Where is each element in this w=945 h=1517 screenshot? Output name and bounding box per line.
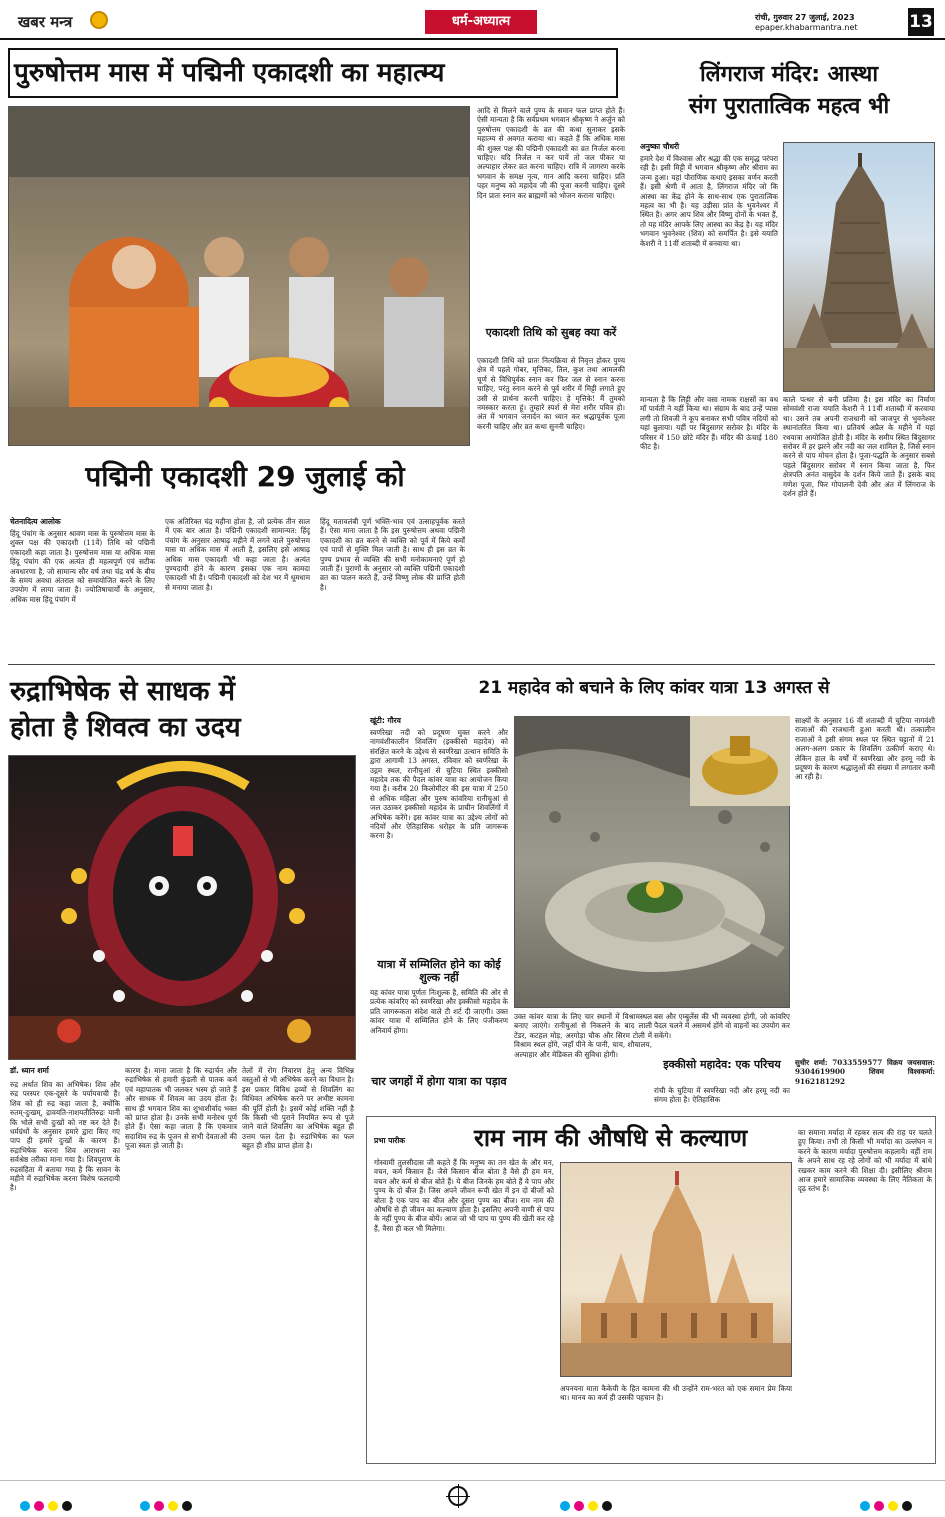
- divider-top: [8, 664, 935, 665]
- story5-col3: का समाना मर्यादा में रहकर सत्य की राह पर चलते हुए किया। तभी तो किसी भी मर्यादा का उल्लंघन न करने के कारण मर्यादा पुरुषोत्तम कहलाये। वहीं राम के अपने साथ रह रहे लोगों को भी मर्यादा में बांधे रखकर काम करने की शिक्षा दी। इसीलिए श्रीराम आज हमारे सामाजिक व्यवस्था के लिए नैतिकता के दृढ़ स्तंभ हैं।: [798, 1128, 932, 1194]
- story4-subhead3: इक्कीसो महादेव: एक परिचय: [663, 1058, 781, 1071]
- story3-byline: डॉ. ध्यान शर्मा: [10, 1066, 49, 1075]
- story5-ram-mandir-photo: [560, 1162, 792, 1377]
- dateline: रांची, गुरुवार 27 जुलाई, 2023: [755, 13, 855, 22]
- masthead: [0, 0, 945, 40]
- story2-col2: काले पत्थर से बनी प्रतिमा है। इस मंदिर का निर्माण सोमवंशी राजा ययाति केशरी ने 11वीं शताब्दी में करवाया था। उसने तब अपनी राजधानी को जाजपुर से भुवनेश्वर स्थानांतरित किया था। प्रतिवर्ष अप्रैल के महीने में यहां रथयात्रा आयोजित होती है। मंदिर के समीप स्थित बिंदुसागर सरोवर में हर झरने और नदी का जल शामिल है, जिसे स्नान करने से पाप मोचन होता है। पूजा-पद्धति के अनुसार सबसे पहले बिंदुसागर सरोवर में स्नान किया जाता है, फिर क्षेत्रपति अनंत वासुदेव के दर्शन किये जाते हैं। इसके बाद गणेश पूजा, फिर गोपालनी देवी और अंत में लिंगराज के दर्शन होते हैं।: [783, 395, 935, 499]
- color-dot: [560, 1501, 570, 1511]
- story1-subhead: एकादशी तिथि को सुबह क्या करें: [485, 326, 617, 339]
- color-dot: [888, 1501, 898, 1511]
- story4-col4: साक्ष्यों के अनुसार 16 वीं शताब्दी में चुटिया नागवंशी राजाओं की राजधानी हुआ करती थी। तत्कालीन राजाओं ने इसी संगम स्थल पर स्थित चट्टानों में 21 अलग-अलग प्रकार के शिवलिंग उत्कीर्ण कराए थे। लेकिन हाल के वर्षों में स्वर्णरेखा और हरमू नदी के प्रदूषण के कारण श्रद्धालुओं की संख्या में लगातार कमी आ रही है।: [795, 716, 935, 782]
- story2-headline-line1: लिंगराज मंदिर: आस्था: [699, 62, 879, 87]
- story3-col3: तेलों में रोग निवारण हेतु अन्य विभिन्न वस्तुओं से भी अभिषेक करने का विधान है। इस प्रकार विविध द्रव्यों से शिवलिंग का विधिवत अभिषेक करने पर अभीष्ट कामना की पूर्ति होती है। इसमें कोई शक्ति नहीं है कि किसी भी पुराने नियमित रूप से पूजे जाने वाले शिवलिंग का अभिषेक बहुत ही उत्तम फल देता है। रुद्राभिषेक का फल बहुत ही शीघ्र प्राप्त होता है।: [242, 1066, 354, 1151]
- story1-col3: हिंदू मतावलंबी पूर्ण भक्ति-भाव एवं उत्साहपूर्वक करते हैं। ऐसा माना जाता है कि इस पुरुषोत्तम अथवा पद्मिनी एकादशी का व्रत करने से व्यक्ति को पूर्व में किये कर्मों एवं पापों से मुक्ति मिल जाती है। साथ ही इस व्रत के पुण्य प्रभाव से व्यक्ति की सभी मनोकामनाएं पूर्ण हो जाती हैं। पुराणों के अनुसार जो व्यक्ति पद्मिनी एकादशी व्रत का पालन करते हैं, उन्हें विष्णु लोक की प्राप्ति होती है।: [320, 517, 465, 592]
- story2-byline: अनुष्का चौधरी: [640, 142, 680, 151]
- mahakal-shringar-illustration: [9, 756, 356, 1060]
- story2-temple-photo: [783, 142, 935, 392]
- story4-col2: उक्त कांवर यात्रा के लिए चार स्थानों में विश्रामस्थल बनाए जाएंगे। रानीचुआं से निकलने के बाद लाली टेंडर, कटहल मोड़, अरगोड़ा चौक और सिरम टोली में विश्राम स्थल होंगे, जहाँ पीने के पानी, चाय, शौचालय, अल्पाहार और मेडिकल की सुविधा होगी।: [514, 1012, 652, 1059]
- story3-col1: रुद्र अर्थात शिव का अभिषेक। शिव और रुद्र परस्पर एक-दूसरे के पर्यायवाची हैं। शिव को ही रुद्र कहा जाता है, क्योंकि रुतम्-दुःखम्, द्रावयति-नाशयतीतिरुद्रः यानी कि भोले सभी दुःखों को नष्ट कर देते हैं। धर्मग्रंथों के अनुसार हमारे द्वारा किए गए पाप ही हमारे दुःखों के कारण हैं। रुद्राभिषेक करना शिव आराधना का सर्वश्रेष्ठ तरीका माना गया है। शिवपुराण के रुद्रसंहिता में बताया गया है कि सावन के महीने में रुद्राभिषेक करना विशेष फलदायी है।: [10, 1080, 120, 1193]
- puja-scene-illustration: [9, 107, 470, 446]
- footer-bar: [0, 1480, 945, 1517]
- color-dot: [902, 1501, 912, 1511]
- story1-col4: आदि से मिलने वाले पुण्य के समान फल प्राप्त होते हैं। ऐसी मान्यता है कि सर्वप्रथम भगवान श्रीकृष्ण ने अर्जुन को पुरुषोत्तम एकादशी के व्रत की कथा सुनाकर इसके महात्म्य से अवगत कराया था। कहते हैं कि अधिक मास की शुक्ल पक्ष की पद्मिनी एकादशी का व्रत निर्जल करना चाहिए। यदि निर्जल न कर पायें तो जल पीकर या अल्पाहार लेकर व्रत करना चाहिए। रात्रि में जागरण करके भगवान के समक्ष नृत्य, गान आदि करना चाहिए। प्रति पहर मनुष्य को महादेव जी की पूजा करनी चाहिए। दूसरे दिन प्रातः स्नान कर ब्राह्मणों को भोजन कराना चाहिए।: [477, 106, 625, 200]
- ram-temple-illustration: [561, 1163, 792, 1377]
- brand-logo: खबर मन्त्र: [18, 13, 73, 31]
- color-dot: [602, 1501, 612, 1511]
- story4-col3: बस और एम्बुलेंस की भी व्यवस्था होगी, जो कांवरिए पैदल चलने में असमर्थ होंगे वो वाहनों का उपयोग कर सकेंगे।: [654, 1012, 790, 1040]
- story1-byline: चेतनादित्य आलोक: [10, 517, 61, 526]
- story5-byline: प्रभा पारीक: [374, 1136, 406, 1145]
- color-dot: [34, 1501, 44, 1511]
- story4-subhead2: चार जगहों में होगा यात्रा का पड़ाव: [371, 1075, 507, 1088]
- site-url: epaper.khabarmantra.net: [755, 23, 858, 32]
- color-dot: [860, 1501, 870, 1511]
- color-dot: [48, 1501, 58, 1511]
- story4-byline: खूंटी: गौरव: [370, 716, 401, 725]
- story3-headline-line1: रुद्राभिषेक से साधक में: [10, 676, 235, 707]
- story3-col2: कारण है। माना जाता है कि रुद्रार्चन और रुद्राभिषेक से हमारी कुंडली से पातक कर्म एवं महापातक भी जलकर भस्म हो जाते हैं और साधक में शिवत्व का उदय होता है। साथ ही भगवान शिव का शुभाशीर्वाद भक्त को प्राप्त होता है। उनके सभी मनोरथ पूर्ण होते हैं। ऐसा कहा जाता है कि एकमात्र सदाशिव रुद्र के पूजन से सभी देवताओं की पूजा स्वतः हो जाती है।: [125, 1066, 237, 1151]
- story4-subhead1: यात्रा में सम्मिलित होने का कोई शुल्क नहीं: [377, 958, 501, 984]
- color-dot: [20, 1501, 30, 1511]
- story4-col3b: रांची के चुटिया में स्वर्णरेखा नदी और हरमू नदी का संगम होता है। ऐतिहासिक: [654, 1086, 790, 1105]
- crosshair-registration-icon: [448, 1486, 468, 1506]
- story1-col5: एकादशी तिथि को प्रातः नित्यक्रिया से निवृत्त होकर पुण्य क्षेत्र में पहले गोबर, मृत्तिका, तिल, कुश तथा आमलकी चूर्ण से विधिपूर्वक स्नान कर फिर जल से स्नान करना चाहिए, परंतु स्नान करने से पूर्व शरीर में मिट्टी लगाते हुए उसी से प्रार्थना करनी चाहिए। हे मृत्तिके! मैं तुमको नमस्कार करता हूं। तुम्हारे स्पर्श से मेरा शरीर पवित्र हो। अंत में भगवान जनार्दन का ध्यान कर श्रद्धापूर्वक पूजा करनी चाहिए और व्रत कथा सुननी चाहिए।: [477, 356, 625, 431]
- color-dot: [62, 1501, 72, 1511]
- story2-col1: हमारे देश में विश्वास और श्रद्धा की एक समृद्ध परंपरा रही है। इसी मिट्टी में भगवान श्रीकृष्ण और श्रीराम का जन्म हुआ। यहां पौराणिक कथाएं इसका वर्णन करती हैं। इसी श्रेणी में आता है, लिंगराज मंदिर जो कि आस्था का केंद्र होने के साथ-साथ एक पुरातात्विक महत्व का भी है। यह उड़ीसा प्रांत के भुवनेश्वर में स्थित है। अगर आप शिव और विष्णु दोनों के भक्त हैं, तो यह मंदिर आपके लिए आस्था का केंद्र है। यह मंदिर भगवान भुवनेश्वर (शिव) को समर्पित है। इसे ययाति केशरी ने 11वीं शताब्दी में बनवाया था।: [640, 154, 778, 248]
- story3-shivling-photo: [8, 755, 356, 1060]
- color-dot: [574, 1501, 584, 1511]
- story1-headline: पुरुषोत्तम मास में पद्मिनी एकादशी का महात्म्य: [14, 58, 445, 88]
- section-label: धर्म-अध्यात्म: [425, 10, 537, 34]
- brand-mark-icon: [90, 11, 108, 29]
- story4-headline: 21 महादेव को बचाने के लिए कांवर यात्रा 13 अगस्त से: [478, 678, 830, 698]
- color-dot: [168, 1501, 178, 1511]
- story1-photo-caption: पद्मिनी एकादशी 29 जुलाई को: [85, 460, 405, 493]
- story5-headline: राम नाम की औषधि से कल्याण: [474, 1124, 748, 1152]
- color-dot: [154, 1501, 164, 1511]
- kalash-icon: [690, 716, 790, 806]
- color-dot: [140, 1501, 150, 1511]
- page-number: 13: [908, 8, 934, 36]
- story5-col1: गोस्वामी तुलसीदास जी कहते हैं कि मनुष्य का तन खेत के और मन, वचन, कर्म किसान हैं। जैसे किसान बीज बोता है वैसे ही हम मन, वचन और कर्म से बीज बोते हैं। ये बीज जिनके हम बोते हैं वे पाप और पुण्य के दो बीज हैं। जिस अपने जीवन रूपी खेत में इन दो बीजों को बोता है एक पाप का बीज और दूसरा पुण्य का बीज। राम नाम की औषधि से ही जीवन का कल्याण होता है। इसलिए अपनी वाणी से पाप के नहीं पुण्य के बीज बोयें। आज जो भी पाप या पुण्य की खेती कर रहे हैं, वैसा ही कल भी मिलेगा।: [374, 1158, 554, 1233]
- story2-col1b: मान्यता है कि लिट्टी और वसा नामक राक्षसों का वध माँ पार्वती ने यहीं किया था। संग्राम के बाद उन्हें प्यास लगी तो शिवजी ने कूप बनाकर सभी पवित्र नदियों को यहां बुलाया। यहीं पर बिंदुसागर सरोवर है। मंदिर के परिसर में 150 छोटे मंदिर हैं। मंदिर की ऊंचाई 180 फीट है।: [640, 395, 778, 452]
- color-dot: [182, 1501, 192, 1511]
- story4-contact: सुधीर शर्मा: 7033559577 विक्रय जयसवाल: 9304619900 शिवम विश्वकर्मा: 9162181292: [795, 1058, 935, 1086]
- story5-col2: अपनयना माता कैकेयी के हित कामना की थी उन्होंने राम-भरत को एक समान प्रेम किया था। मानव का कर्म ही उसकी पहचान है।: [560, 1384, 792, 1403]
- color-dot: [874, 1501, 884, 1511]
- story2-headline-line2: संग पुरातात्विक महत्व भी: [688, 94, 890, 119]
- story1-photo: [8, 106, 470, 446]
- story1-col2: एक अतिरिक्त चंद्र महीना होता है, जो प्रत्येक तीन साल में एक बार आता है। पद्मिनी एकादशी सामान्यत: हिंदू पंचांग के अनुसार आषाढ़ महीने में लगने वाले पुरुषोत्तम मास या अधिक मास में आती है, इसलिए इसे आषाढ़ अधिक मास एकादशी भी कहा जाता है। अत्यंत पुण्यदायी होने के कारण इसका एक नाम कामदा एकादशी भी है। पद्मिनी एकादशी को देश भर में धूमधाम से मनाया जाता है।: [165, 517, 310, 592]
- story1-col1: हिंदू पंचांग के अनुसार श्रावण मास के पुरुषोत्तम मास के शुक्ल पक्ष की एकादशी (11वें) तिथि को पद्मिनी एकादशी कहा जाता है। पुरुषोत्तम मास या अधिक मास हिंदू पंचांग की एक अत्यंत ही महत्वपूर्ण एवं सटीक अवधारणा है, जो सामान्य सौर वर्ष तथा चंद्र वर्ष के बीच के समय अवधा अंतराल को समायोजित करने के लिए उपयोग में लाया जाता है। ज्योतिषाचार्यों के अनुसार, अधिक मास हिंदू पंचांग में: [10, 529, 155, 604]
- story4-col1: स्वर्णरेखा नदी को प्रदूषण मुक्त करने और नागवंशीकालीन शिवलिंग (इक्कीसो महादेव) को संरक्षित करने के उद्देश्य से स्वर्णरेखा उत्थान समिति के द्वारा आगामी 13 अगस्त, रविवार को स्वर्णरेखा के उद्गम स्थल, रानीचुआं से चुटिया स्थित इक्कीसो महादेव तक की पैदल कांवर यात्रा का आयोजन किया गया है। करीब 20 किलोमीटर की इस यात्रा में 250 से अधिक महिला और पुरुष कांवरिया रानीचुआं से जल उठाकर इक्कीसो महादेव के प्राचीन शिवलिंगों में अभिषेक करेंगे। इस कांवर यात्रा का उद्देश्य लोगों को नदियों और ऐतिहासिक धरोहर के प्रति जागरूक करना है।: [370, 728, 508, 841]
- color-dot: [588, 1501, 598, 1511]
- story3-headline-line2: होता है शिवत्व का उदय: [10, 712, 241, 743]
- story4-kalash-photo: [690, 716, 790, 806]
- temple-illustration: [784, 143, 935, 392]
- story4-col1b: यह कांवर यात्रा पूर्णतः निःशुल्क है, समिति की ओर से प्रत्येक कांवरिए को स्वर्णरेखा और इक्कीसो महादेव के प्रति जागरूकता संदेश वाले टी शर्ट दी जाएगी। उक्त कांवर यात्रा में सम्मिलित होने के लिए पंजीकरण अनिवार्य होगा।: [370, 988, 508, 1035]
